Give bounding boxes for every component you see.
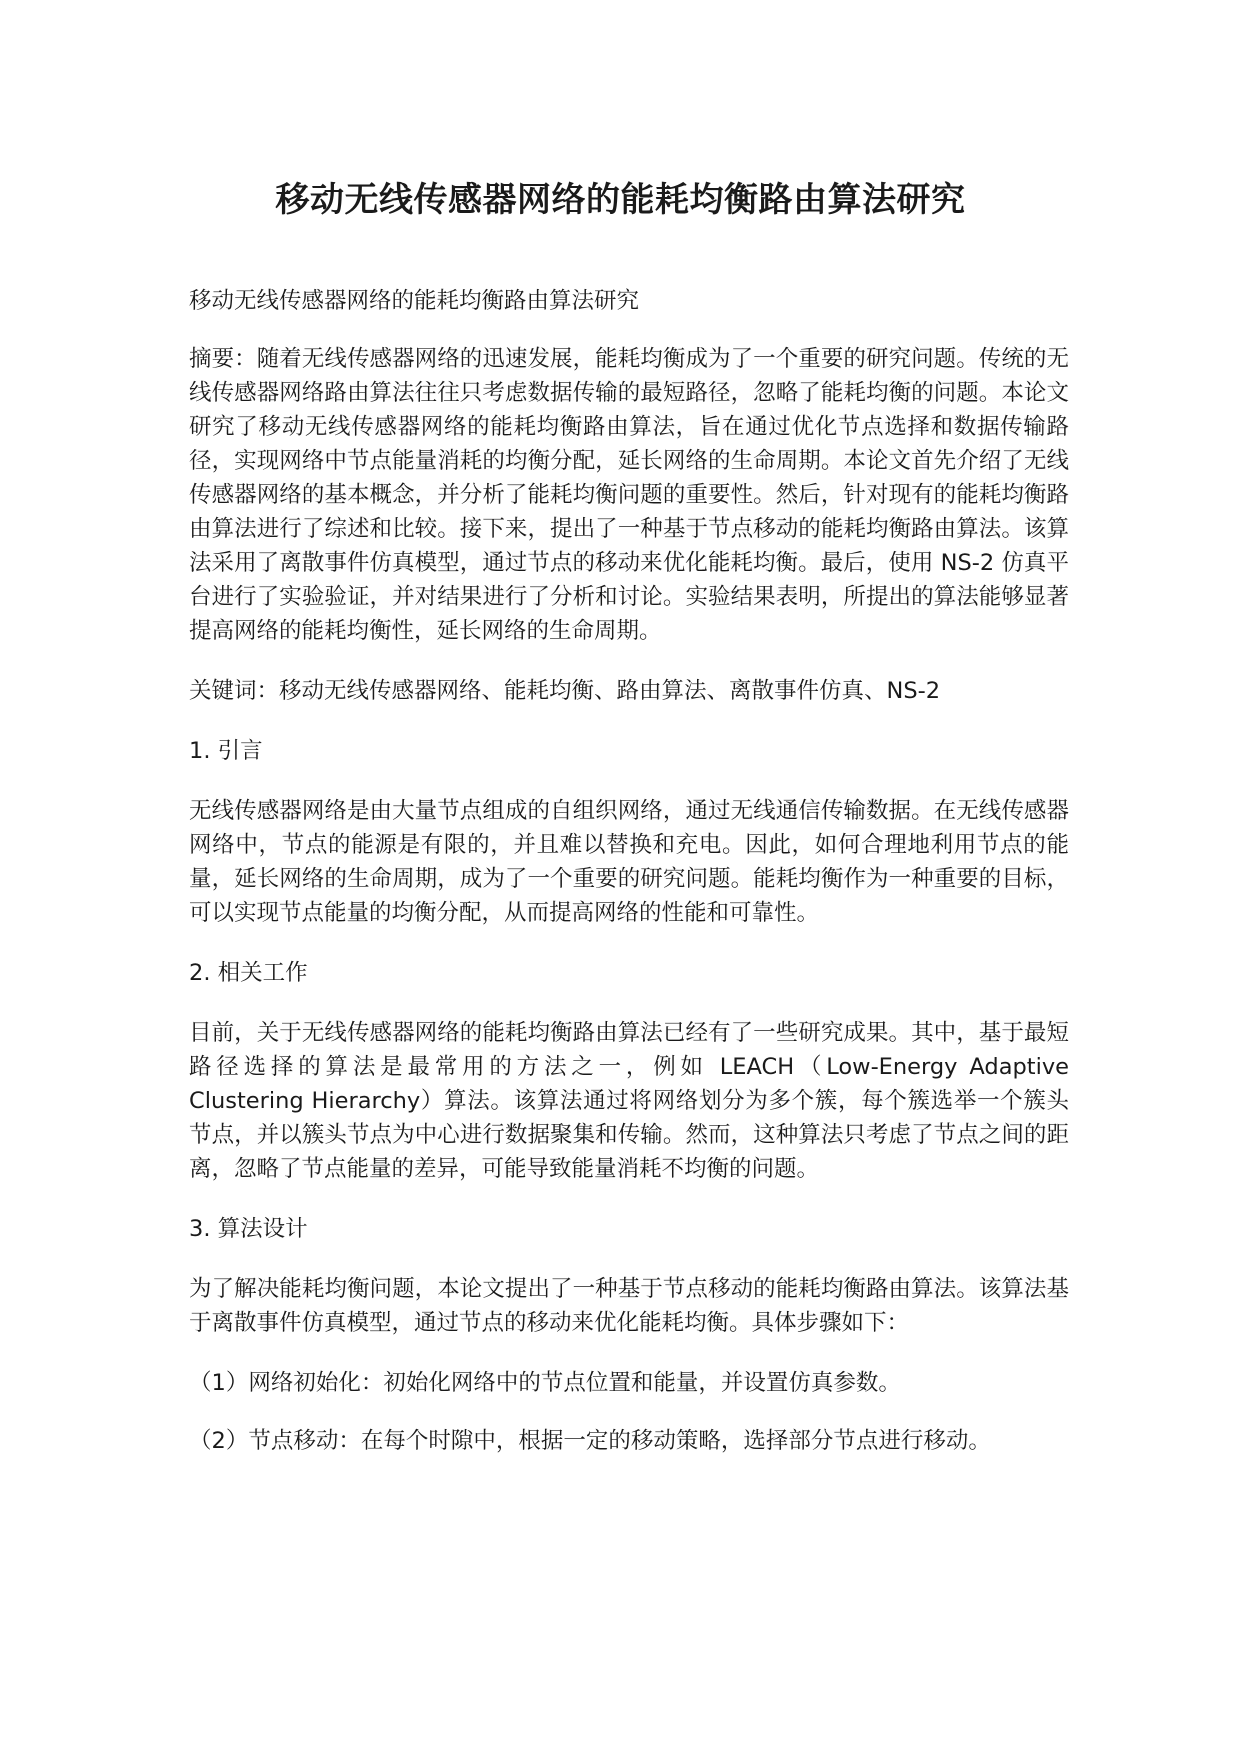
document-subtitle: 移动无线传感器网络的能耗均衡路由算法研究: [189, 288, 640, 314]
section-heading-related-work: 2. 相关工作: [189, 960, 308, 986]
section-heading-introduction: 1. 引言: [189, 738, 263, 764]
step-item: （1）网络初始化：初始化网络中的节点位置和能量，并设置仿真参数。: [189, 1370, 901, 1396]
section-text-related-work: 目前，关于无线传感器网络的能耗均衡路由算法已经有了一些研究成果。其中，基于最短路径选择的算法是最常用的方法之一，例如 LEACH（Low-Energy Adaptive Clustering Hierarchy）算法。该算法通过将网络划分为多个簇，每个簇选举一个簇头节点，并以簇头节点为中心进行数据聚集和传输。然而，这种算法只考虑了节点之间的距离，忽略了节点能量的差异，可能导致能量消耗不均衡的问题。: [189, 1020, 1069, 1182]
keywords-line: 关键词：移动无线传感器网络、能耗均衡、路由算法、离散事件仿真、NS-2: [189, 678, 941, 704]
abstract-paragraph: 摘要：随着无线传感器网络的迅速发展，能耗均衡成为了一个重要的研究问题。传统的无线传感器网络路由算法往往只考虑数据传输的最短路径，忽略了能耗均衡的问题。本论文研究了移动无线传感器网络的能耗均衡路由算法，旨在通过优化节点选择和数据传输路径，实现网络中节点能量消耗的均衡分配，延长网络的生命周期。本论文首先介绍了无线传感器网络的基本概念，并分析了能耗均衡问题的重要性。然后，针对现有的能耗均衡路由算法进行了综述和比较。接下来，提出了一种基于节点移动的能耗均衡路由算法。该算法采用了离散事件仿真模型，通过节点的移动来优化能耗均衡。最后，使用 NS-2 仿真平台进行了实验验证，并对结果进行了分析和讨论。实验结果表明，所提出的算法能够显著提高网络的能耗均衡性，延长网络的生命周期。: [189, 346, 1069, 644]
document-body: [189, 284, 1069, 1482]
section-text-algorithm-design: 为了解决能耗均衡问题，本论文提出了一种基于节点移动的能耗均衡路由算法。该算法基于离散事件仿真模型，通过节点的移动来优化能耗均衡。具体步骤如下：: [189, 1276, 1069, 1336]
step-item: （2）节点移动：在每个时隙中，根据一定的移动策略，选择部分节点进行移动。: [189, 1428, 991, 1454]
section-text-introduction: 无线传感器网络是由大量节点组成的自组织网络，通过无线通信传输数据。在无线传感器网络中，节点的能源是有限的，并且难以替换和充电。因此，如何合理地利用节点的能量，延长网络的生命周期，成为了一个重要的研究问题。能耗均衡作为一种重要的目标，可以实现节点能量的均衡分配，从而提高网络的性能和可靠性。: [189, 798, 1069, 926]
section-heading-algorithm-design: 3. 算法设计: [189, 1216, 308, 1242]
document-title: 移动无线传感器网络的能耗均衡路由算法研究: [275, 180, 966, 220]
